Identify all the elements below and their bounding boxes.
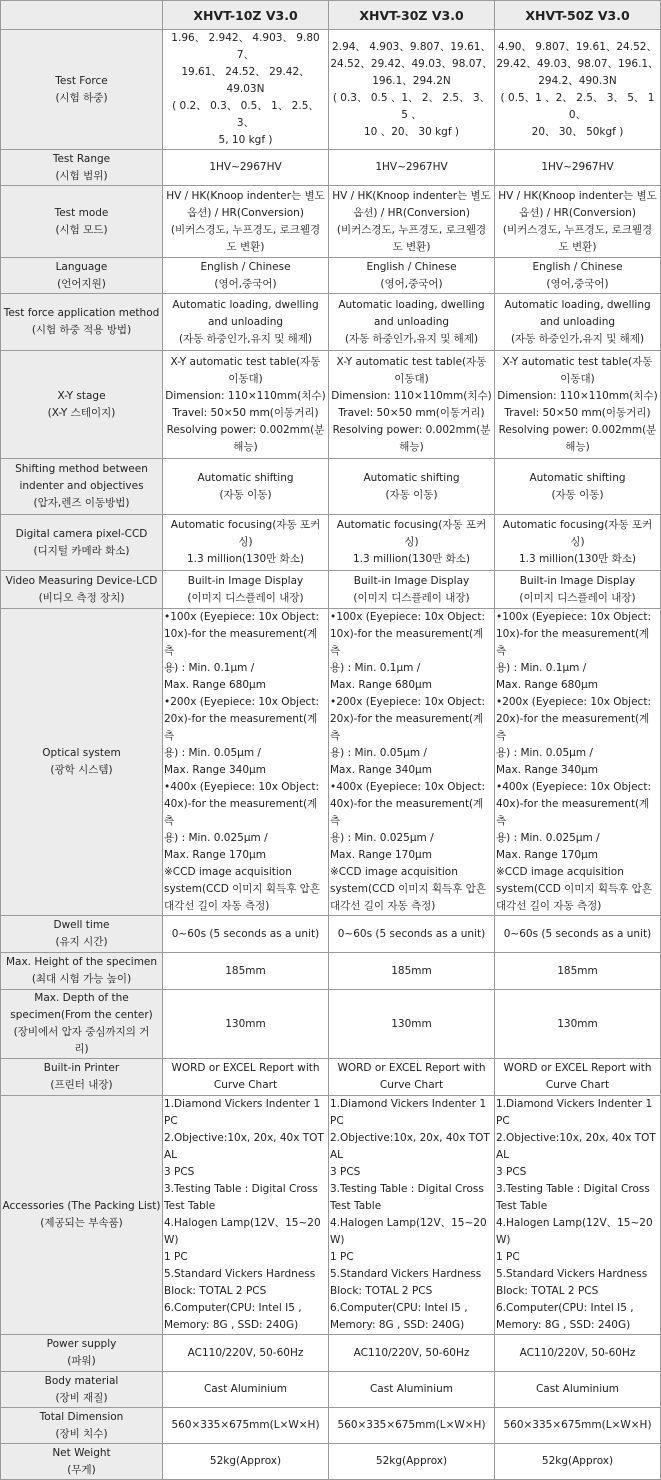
spec-value: •100x (Eyepiece: 10x Object: 10x)-for the measurement(계측 용) : Min. 0.1μm / Max. Range 680μm •200x (Eyepiece: 10x Object: 20x)-for the measurement(계측 용) : Min. 0.05μm / Max. Range 340μm •400x (Eyepiece: 10x Object: 40x)-for the measurement(계측 용) : Min. 0.025μm / Max. Range 170μm ※CCD image acquisition system(CCD 이미지 획득후 압흔 대각선 길이 자동 측정) — [495, 609, 661, 916]
row-label: Test Force (시험 하중) — [1, 30, 163, 150]
spec-value: 1HV~2967HV — [329, 150, 495, 186]
spec-value: 0~60s (5 seconds as a unit) — [329, 916, 495, 953]
spec-value: 0~60s (5 seconds as a unit) — [163, 916, 329, 953]
spec-row-weight — [1, 1444, 661, 1480]
row-label: Digital camera pixel-CCD (디지털 카메라 화소) — [1, 515, 163, 571]
spec-value: Automatic loading, dwelling and unloading (자동 하중인가,유지 및 해제) — [329, 294, 495, 351]
model-header: XHVT-50Z V3.0 — [495, 1, 661, 30]
spec-value: AC110/220V, 50-60Hz — [163, 1335, 329, 1372]
spec-row-xy-stage — [1, 351, 661, 459]
spec-value: 1.Diamond Vickers Indenter 1 PC 2.Objective:10x, 20x, 40x TOTAL 3 PCS 3.Testing Table : Digital Cross Test Table 4.Halogen Lamp(12V、15~20W) 1 PC 5.Standard Vickers Hardness Block: TOTAL 2 PCS 6.Computer(CPU: Intel I5 , Memory: 8G , SSD: 240G) — [163, 1096, 329, 1335]
spec-value: AC110/220V, 50-60Hz — [329, 1335, 495, 1372]
row-label: Built-in Printer (프린터 내장) — [1, 1059, 163, 1096]
spec-value: 52kg(Approx) — [495, 1444, 661, 1480]
spec-value: WORD or EXCEL Report with Curve Chart — [163, 1059, 329, 1096]
row-label: Max. Depth of the specimen(From the center) (장비에서 압자 중심까지의 거 리) — [1, 990, 163, 1059]
spec-value: Automatic focusing(자동 포커 싱) 1.3 million(130만 화소) — [495, 515, 661, 571]
spec-value: 4.90、 9.807、19.61、24.52、 29.42、49.03、98.07、196.1、 294.2、490.3N ( 0.5、1 、2、 2.5、 3、 5、 10、 20、 30、 50kgf ) — [495, 30, 661, 150]
row-label: Test force application method (시험 하중 적용 방법) — [1, 294, 163, 351]
spec-value: 52kg(Approx) — [329, 1444, 495, 1480]
spec-row-max-height — [1, 953, 661, 990]
spec-value: Built-in Image Display (이미지 디스플레이 내장) — [163, 571, 329, 609]
spec-value: 130mm — [329, 990, 495, 1059]
spec-value: 1HV~2967HV — [163, 150, 329, 186]
spec-row-camera — [1, 515, 661, 571]
spec-value: Automatic focusing(자동 포커 싱) 1.3 million(130만 화소) — [329, 515, 495, 571]
header-row — [1, 1, 661, 30]
spec-value: 0~60s (5 seconds as a unit) — [495, 916, 661, 953]
row-label: Optical system (광학 시스템) — [1, 609, 163, 916]
spec-row-dwell — [1, 916, 661, 953]
spec-value: 560×335×675mm(L×W×H) — [163, 1408, 329, 1444]
spec-value: 52kg(Approx) — [163, 1444, 329, 1480]
spec-row-video — [1, 571, 661, 609]
model-header: XHVT-10Z V3.0 — [163, 1, 329, 30]
spec-row-max-depth — [1, 990, 661, 1059]
spec-value: 1.Diamond Vickers Indenter 1 PC 2.Objective:10x, 20x, 40x TOTAL 3 PCS 3.Testing Table : Digital Cross Test Table 4.Halogen Lamp(12V、15~20W) 1 PC 5.Standard Vickers Hardness Block: TOTAL 2 PCS 6.Computer(CPU: Intel I5 , Memory: 8G , SSD: 240G) — [329, 1096, 495, 1335]
spec-value: WORD or EXCEL Report with Curve Chart — [329, 1059, 495, 1096]
spec-row-accessories — [1, 1096, 661, 1335]
spec-value: Cast Aluminium — [495, 1372, 661, 1408]
spec-value: Cast Aluminium — [329, 1372, 495, 1408]
spec-value: 560×335×675mm(L×W×H) — [495, 1408, 661, 1444]
spec-value: 185mm — [329, 953, 495, 990]
spec-value: HV / HK(Knoop indenter는 별도 옵션) / HR(Conversion) (비커스경도, 누프경도, 로크웰경 도 변환) — [163, 186, 329, 258]
spec-row-application-method — [1, 294, 661, 351]
spec-row-test-range — [1, 150, 661, 186]
spec-value: X-Y automatic test table(자동 이동대) Dimension: 110×110mm(치수) Travel: 50×50 mm(이동거리) Resolving power: 0.002mm(분 해능) — [495, 351, 661, 459]
spec-value: X-Y automatic test table(자동 이동대) Dimension: 110×110mm(치수) Travel: 50×50 mm(이동거리) Resolving power: 0.002mm(분 해능) — [329, 351, 495, 459]
spec-value: WORD or EXCEL Report with Curve Chart — [495, 1059, 661, 1096]
row-label: Language (언어지원) — [1, 258, 163, 294]
spec-value: English / Chinese (영어,중국어) — [495, 258, 661, 294]
row-label: Total Dimension (장비 치수) — [1, 1408, 163, 1444]
spec-value: AC110/220V, 50-60Hz — [495, 1335, 661, 1372]
spec-value: English / Chinese (영어,중국어) — [329, 258, 495, 294]
spec-value: 130mm — [163, 990, 329, 1059]
spec-value: Built-in Image Display (이미지 디스플레이 내장) — [329, 571, 495, 609]
spec-value: Automatic loading, dwelling and unloading (자동 하중인가,유지 및 해제) — [495, 294, 661, 351]
row-label: Video Measuring Device-LCD (비디오 측정 장치) — [1, 571, 163, 609]
spec-value: Automatic shifting (자동 이동) — [495, 459, 661, 515]
spec-row-power — [1, 1335, 661, 1372]
spec-value: 185mm — [163, 953, 329, 990]
row-label: Dwell time (유지 시간) — [1, 916, 163, 953]
spec-value: •100x (Eyepiece: 10x Object: 10x)-for the measurement(계측 용) : Min. 0.1μm / Max. Range 680μm •200x (Eyepiece: 10x Object: 20x)-for the measurement(계측 용) : Min. 0.05μm / Max. Range 340μm •400x (Eyepiece: 10x Object: 40x)-for the measurement(계측 용) : Min. 0.025μm / Max. Range 170μm ※CCD image acquisition system(CCD 이미지 획득후 압흔 대각선 길이 자동 측정) — [329, 609, 495, 916]
row-label: Accessories (The Packing List) (제공되는 부속품) — [1, 1096, 163, 1335]
spec-row-shifting — [1, 459, 661, 515]
spec-value: Automatic shifting (자동 이동) — [329, 459, 495, 515]
spec-value: Cast Aluminium — [163, 1372, 329, 1408]
row-label: Power supply (파워) — [1, 1335, 163, 1372]
spec-value: 1.96、 2.942、 4.903、 9.807、 19.61、 24.52、 29.42、 49.03N ( 0.2、 0.3、 0.5、 1、 2.5、 3、 5, 10 kgf ) — [163, 30, 329, 150]
model-header: XHVT-30Z V3.0 — [329, 1, 495, 30]
spec-value: Automatic loading, dwelling and unloading (자동 하중인가,유지 및 해제) — [163, 294, 329, 351]
spec-row-test-mode — [1, 186, 661, 258]
spec-value: HV / HK(Knoop indenter는 별도 옵션) / HR(Conversion) (비커스경도, 누프경도, 로크웰경 도 변환) — [329, 186, 495, 258]
spec-value: 1HV~2967HV — [495, 150, 661, 186]
spec-value: 130mm — [495, 990, 661, 1059]
spec-value: 1.Diamond Vickers Indenter 1 PC 2.Objective:10x, 20x, 40x TOTAL 3 PCS 3.Testing Table : Digital Cross Test Table 4.Halogen Lamp(12V、15~20W) 1 PC 5.Standard Vickers Hardness Block: TOTAL 2 PCS 6.Computer(CPU: Intel I5 , Memory: 8G , SSD: 240G) — [495, 1096, 661, 1335]
row-label: X-Y stage (X-Y 스테이지) — [1, 351, 163, 459]
spec-value: HV / HK(Knoop indenter는 별도 옵션) / HR(Conversion) (비커스경도, 누프경도, 로크웰경 도 변환) — [495, 186, 661, 258]
spec-value: Automatic shifting (자동 이동) — [163, 459, 329, 515]
row-label: Test Range (시험 범위) — [1, 150, 163, 186]
row-label: Net Weight (무게) — [1, 1444, 163, 1480]
spec-row-dimension — [1, 1408, 661, 1444]
spec-row-optical — [1, 609, 661, 916]
spec-row-language — [1, 258, 661, 294]
header-corner-cell — [1, 1, 163, 30]
spec-value: 185mm — [495, 953, 661, 990]
row-label: Shifting method between indenter and objectives (압자,렌즈 이동방법) — [1, 459, 163, 515]
row-label: Max. Height of the specimen (최대 시험 가능 높이) — [1, 953, 163, 990]
spec-value: Automatic focusing(자동 포커 싱) 1.3 million(130만 화소) — [163, 515, 329, 571]
spec-value: 2.94、 4.903、9.807、19.61、 24.52、29.42、49.03、98.07、 196.1、294.2N ( 0.3、 0.5 、1、 2、 2.5、 3、 5 、 10 、20、 30 kgf ) — [329, 30, 495, 150]
row-label: Test mode (시험 모드) — [1, 186, 163, 258]
spec-row-test-force — [1, 30, 661, 150]
spec-value: 560×335×675mm(L×W×H) — [329, 1408, 495, 1444]
spec-value: •100x (Eyepiece: 10x Object: 10x)-for the measurement(계측 용) : Min. 0.1μm / Max. Range 680μm •200x (Eyepiece: 10x Object: 20x)-for the measurement(계측 용) : Min. 0.05μm / Max. Range 340μm •400x (Eyepiece: 10x Object: 40x)-for the measurement(계측 용) : Min. 0.025μm / Max. Range 170μm ※CCD image acquisition system(CCD 이미지 획득후 압흔 대각선 길이 자동 측정) — [163, 609, 329, 916]
row-label: Body material (장비 재질) — [1, 1372, 163, 1408]
spec-value: X-Y automatic test table(자동 이동대) Dimension: 110×110mm(치수) Travel: 50×50 mm(이동거리) Resolving power: 0.002mm(분 해능) — [163, 351, 329, 459]
spec-value: Built-in Image Display (이미지 디스플레이 내장) — [495, 571, 661, 609]
spec-value: English / Chinese (영어,중국어) — [163, 258, 329, 294]
spec-row-printer — [1, 1059, 661, 1096]
spec-row-body — [1, 1372, 661, 1408]
